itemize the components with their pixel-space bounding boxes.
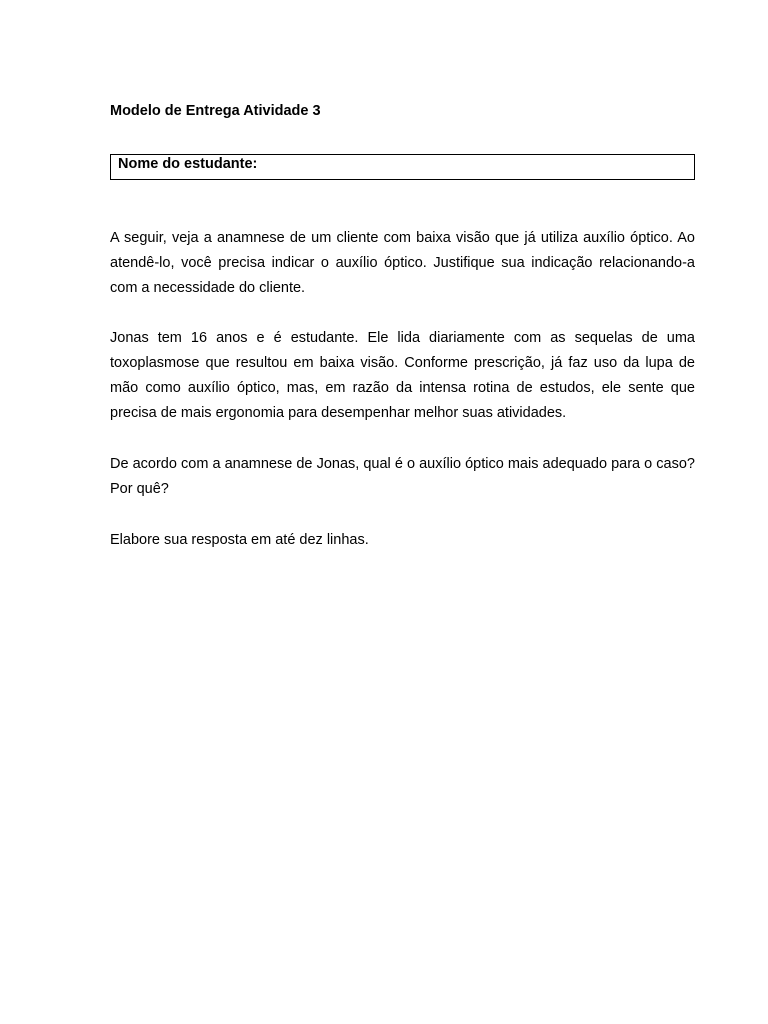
question-paragraph: De acordo com a anamnese de Jonas, qual é o auxílio óptico mais adequado para o caso? Por quê? xyxy=(110,456,695,497)
document-title: Modelo de Entrega Atividade 3 xyxy=(110,103,321,119)
case-paragraph: Jonas tem 16 anos e é estudante. Ele lida diariamente com as sequelas de uma toxoplasmose que resultou em baixa visão. Conforme prescrição, já faz uso da lupa de mão como auxílio óptico, mas, em razão da intensa rotina de estudos, ele sente que precisa de mais ergonomia para desempenhar melhor suas atividades. xyxy=(110,330,695,421)
student-name-label: Nome do estudante: xyxy=(118,156,258,172)
student-name-box xyxy=(110,154,695,180)
answer-instruction-paragraph: Elabore sua resposta em até dez linhas. xyxy=(110,532,369,548)
instruction-paragraph: A seguir, veja a anamnese de um cliente com baixa visão que já utiliza auxílio óptico. Ao atendê-lo, você precisa indicar o auxílio óptico. Justifique sua indicação relacionando-a com a necessidade do cliente. xyxy=(110,230,695,296)
